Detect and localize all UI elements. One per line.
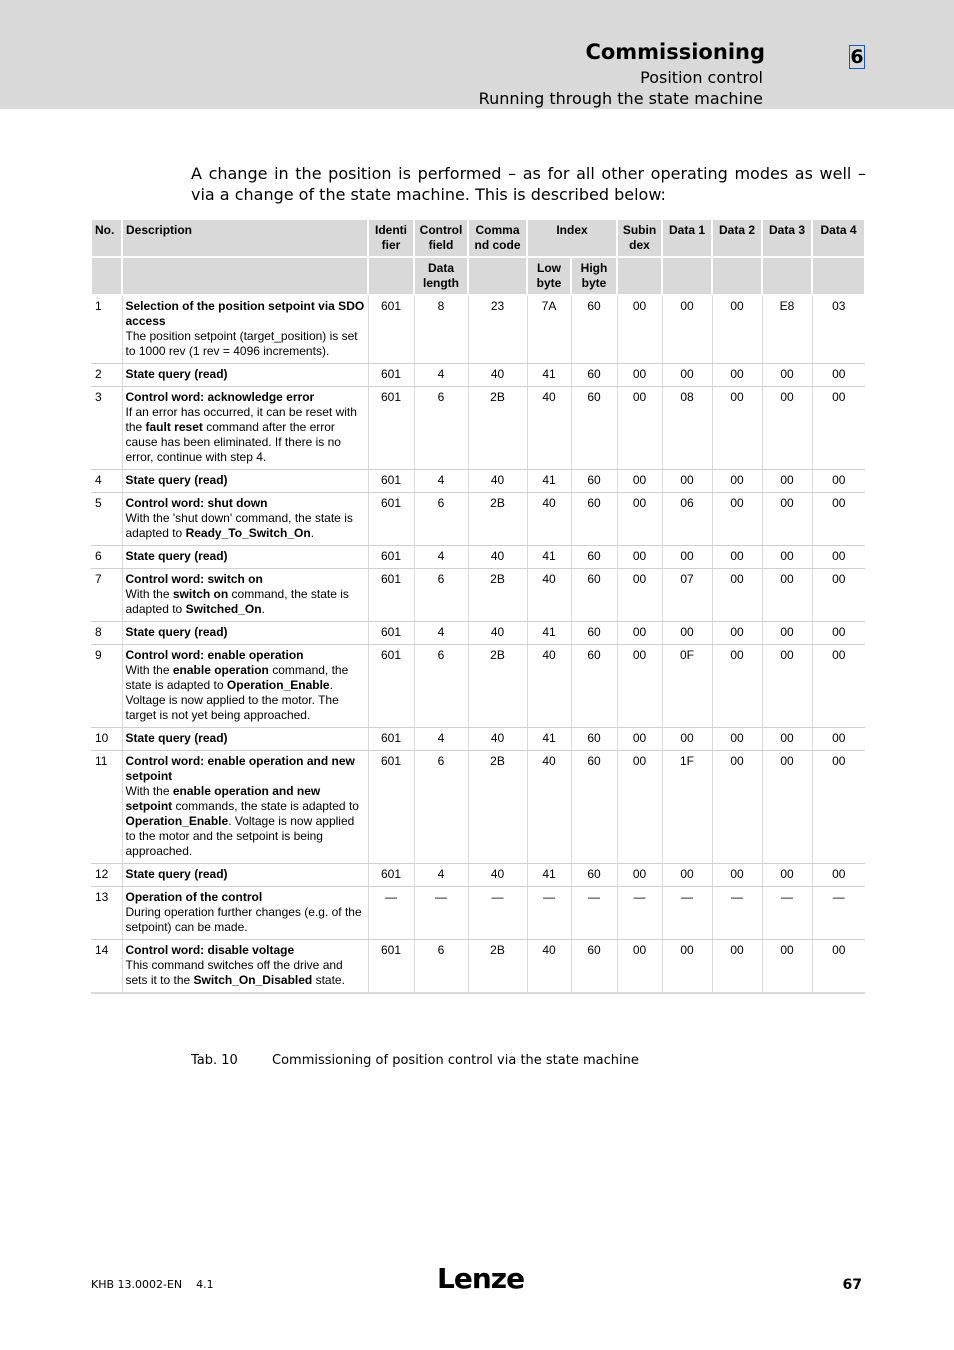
row-data1: — xyxy=(662,887,712,940)
row-description xyxy=(122,569,368,622)
row-detail xyxy=(126,405,365,465)
row-low-byte: 40 xyxy=(527,645,571,728)
row-detail-text: With the xyxy=(125,784,173,798)
row-detail xyxy=(126,905,365,935)
row-subindex: 00 xyxy=(617,569,662,622)
row-high-byte: 60 xyxy=(571,569,617,622)
row-description xyxy=(122,751,368,864)
row-data1: 00 xyxy=(662,864,712,887)
row-description xyxy=(122,887,368,940)
row-data4: 03 xyxy=(812,295,865,364)
row-data4: 00 xyxy=(812,728,865,751)
row-number: 6 xyxy=(91,546,122,569)
row-detail-text: During operation further changes (e.g. of the setpoint) can be made. xyxy=(125,905,362,934)
row-data-length: 4 xyxy=(414,546,468,569)
subsection-title: Running through the state machine xyxy=(478,89,763,108)
row-title: Control word: shut down xyxy=(125,496,268,510)
row-detail-text: Operation_Enable xyxy=(226,678,330,692)
row-data-length: 4 xyxy=(414,364,468,387)
row-high-byte: 60 xyxy=(571,728,617,751)
section-title: Position control xyxy=(640,68,763,87)
row-data1: 06 xyxy=(662,493,712,546)
table-row xyxy=(91,470,865,493)
row-detail-text: Switched_On xyxy=(185,602,262,616)
lenze-logo: Lenze xyxy=(437,1262,525,1295)
row-identifier: 601 xyxy=(368,546,414,569)
row-command-code: 2B xyxy=(468,387,527,470)
row-title: State query (read) xyxy=(125,867,228,881)
row-command-code: 40 xyxy=(468,864,527,887)
row-number: 12 xyxy=(91,864,122,887)
row-command-code: 2B xyxy=(468,645,527,728)
row-identifier: 601 xyxy=(368,940,414,994)
row-detail xyxy=(126,958,365,988)
page-header xyxy=(0,0,954,109)
row-low-byte: 41 xyxy=(527,864,571,887)
table-row xyxy=(91,364,865,387)
intro-paragraph: A change in the position is performed – as for all other operating modes as well – via a change of the state machine. This is described below: xyxy=(191,164,866,204)
row-data-length: 4 xyxy=(414,622,468,645)
row-low-byte: 41 xyxy=(527,470,571,493)
table-row xyxy=(91,569,865,622)
row-detail-text: Voltage is now applied to the motor. The target is not yet being approached. xyxy=(125,693,339,722)
row-data2: 00 xyxy=(712,470,762,493)
row-description xyxy=(122,622,368,645)
row-high-byte: 60 xyxy=(571,622,617,645)
col-data-length: Data length xyxy=(414,257,468,295)
row-subindex: 00 xyxy=(617,751,662,864)
document-id: KHB 13.0002-EN 4.1 xyxy=(91,1278,214,1291)
row-data2: 00 xyxy=(712,546,762,569)
row-data2: 00 xyxy=(712,751,762,864)
row-description xyxy=(122,364,368,387)
row-data-length: 6 xyxy=(414,569,468,622)
row-identifier: 601 xyxy=(368,387,414,470)
row-detail-text: . Voltage is now applied to the motor and the setpoint is being approached. xyxy=(125,814,355,858)
row-command-code: 23 xyxy=(468,295,527,364)
row-low-byte: 41 xyxy=(527,364,571,387)
row-subindex: 00 xyxy=(617,364,662,387)
row-title: Operation of the control xyxy=(125,890,263,904)
row-data2: 00 xyxy=(712,622,762,645)
row-data1: 07 xyxy=(662,569,712,622)
row-data-length: 8 xyxy=(414,295,468,364)
row-data4: 00 xyxy=(812,940,865,994)
row-low-byte: 40 xyxy=(527,940,571,994)
row-data4: 00 xyxy=(812,387,865,470)
row-data4: 00 xyxy=(812,622,865,645)
row-data-length: — xyxy=(414,887,468,940)
row-subindex: 00 xyxy=(617,728,662,751)
row-title: State query (read) xyxy=(125,731,228,745)
state-machine-table xyxy=(90,218,866,994)
row-identifier: 601 xyxy=(368,295,414,364)
row-number: 3 xyxy=(91,387,122,470)
row-title: Control word: enable operation and new setpoint xyxy=(125,754,355,783)
row-low-byte: 40 xyxy=(527,493,571,546)
row-data1: 00 xyxy=(662,622,712,645)
row-data1: 00 xyxy=(662,295,712,364)
row-data-length: 6 xyxy=(414,940,468,994)
chapter-title: Commissioning xyxy=(585,40,765,64)
row-data3: 00 xyxy=(762,728,812,751)
row-detail-text: command, the state is adapted to xyxy=(125,587,349,616)
table-row xyxy=(91,546,865,569)
col-identifier: Identi fier xyxy=(368,219,414,257)
row-command-code: 40 xyxy=(468,622,527,645)
row-detail-text: With the 'shut down' command, the state is adapted to xyxy=(125,511,353,540)
row-low-byte: 7A xyxy=(527,295,571,364)
row-title: Control word: disable voltage xyxy=(125,943,295,957)
col-low-byte: Low byte xyxy=(527,257,571,295)
row-subindex: 00 xyxy=(617,470,662,493)
col-description: Description xyxy=(122,219,368,257)
row-high-byte: 60 xyxy=(571,470,617,493)
row-data4: — xyxy=(812,887,865,940)
table-row xyxy=(91,493,865,546)
row-data-length: 4 xyxy=(414,470,468,493)
row-data-length: 4 xyxy=(414,864,468,887)
row-data1: 00 xyxy=(662,546,712,569)
table-row xyxy=(91,645,865,728)
row-description xyxy=(122,940,368,994)
row-detail-text: The position setpoint (target_position) is set to 1000 rev (1 rev = 4096 increments). xyxy=(125,329,358,358)
row-description xyxy=(122,645,368,728)
row-description xyxy=(122,493,368,546)
row-low-byte: — xyxy=(527,887,571,940)
row-data4: 00 xyxy=(812,493,865,546)
row-low-byte: 41 xyxy=(527,546,571,569)
row-data4: 00 xyxy=(812,546,865,569)
row-detail-text: command after the error cause has been eliminated. If there is no error, continue with step 4. xyxy=(125,420,341,464)
row-detail-text: fault reset xyxy=(145,420,203,434)
row-subindex: 00 xyxy=(617,546,662,569)
table-row xyxy=(91,864,865,887)
row-data2: 00 xyxy=(712,387,762,470)
row-detail-text: . xyxy=(329,678,333,692)
row-data3: 00 xyxy=(762,546,812,569)
row-high-byte: 60 xyxy=(571,546,617,569)
row-command-code: 40 xyxy=(468,728,527,751)
col-no: No. xyxy=(91,219,122,257)
row-high-byte: 60 xyxy=(571,751,617,864)
table-header-row xyxy=(91,219,865,257)
row-description xyxy=(122,470,368,493)
row-data1: 00 xyxy=(662,364,712,387)
row-number: 13 xyxy=(91,887,122,940)
table-row xyxy=(91,728,865,751)
row-number: 11 xyxy=(91,751,122,864)
row-identifier: 601 xyxy=(368,751,414,864)
row-detail-text: Operation_Enable xyxy=(125,814,229,828)
row-data1: 00 xyxy=(662,940,712,994)
row-identifier: 601 xyxy=(368,645,414,728)
row-detail-text: command, the state is adapted to xyxy=(125,663,349,692)
row-high-byte: 60 xyxy=(571,493,617,546)
table-row xyxy=(91,622,865,645)
row-number: 10 xyxy=(91,728,122,751)
table-caption: Commissioning of position control via the state machine xyxy=(272,1053,639,1068)
row-high-byte: 60 xyxy=(571,364,617,387)
row-description xyxy=(122,728,368,751)
row-detail xyxy=(126,587,365,617)
row-detail-text: Switch_On_Disabled xyxy=(193,973,313,987)
row-data4: 00 xyxy=(812,569,865,622)
row-subindex: 00 xyxy=(617,645,662,728)
table-caption-label: Tab. 10 xyxy=(191,1053,238,1068)
row-data3: — xyxy=(762,887,812,940)
row-data3: 00 xyxy=(762,864,812,887)
row-data2: 00 xyxy=(712,295,762,364)
row-detail-text: This command switches off the drive and sets it to the xyxy=(125,958,343,987)
col-high-byte: High byte xyxy=(571,257,617,295)
row-identifier: 601 xyxy=(368,728,414,751)
table-row xyxy=(91,940,865,994)
row-subindex: — xyxy=(617,887,662,940)
page-number: 67 xyxy=(842,1277,862,1293)
row-title: Control word: enable operation xyxy=(125,648,304,662)
row-data3: 00 xyxy=(762,569,812,622)
col-subindex: Subin dex xyxy=(617,219,662,257)
row-data4: 00 xyxy=(812,751,865,864)
row-data-length: 6 xyxy=(414,751,468,864)
row-number: 4 xyxy=(91,470,122,493)
row-data-length: 6 xyxy=(414,493,468,546)
row-high-byte: 60 xyxy=(571,940,617,994)
row-data2: — xyxy=(712,887,762,940)
col-data3: Data 3 xyxy=(762,219,812,257)
row-data3: E8 xyxy=(762,295,812,364)
row-high-byte: 60 xyxy=(571,864,617,887)
row-detail-text: With the xyxy=(125,663,173,677)
row-detail-text: commands, the state is adapted to xyxy=(172,799,359,813)
row-title: Control word: switch on xyxy=(125,572,263,586)
row-data4: 00 xyxy=(812,864,865,887)
row-number: 7 xyxy=(91,569,122,622)
row-number: 8 xyxy=(91,622,122,645)
table-row xyxy=(91,387,865,470)
row-identifier: 601 xyxy=(368,470,414,493)
row-data4: 00 xyxy=(812,470,865,493)
row-title: Selection of the position setpoint via SDO access xyxy=(125,299,365,328)
row-high-byte: 60 xyxy=(571,387,617,470)
row-identifier: 601 xyxy=(368,622,414,645)
col-index: Index xyxy=(527,219,617,257)
row-low-byte: 41 xyxy=(527,622,571,645)
row-detail xyxy=(126,784,365,859)
row-detail-text: enable operation xyxy=(172,663,269,677)
row-description xyxy=(122,387,368,470)
row-title: State query (read) xyxy=(125,473,228,487)
row-high-byte: 60 xyxy=(571,295,617,364)
row-detail-text: switch on xyxy=(172,587,229,601)
row-detail-text: . xyxy=(310,526,315,540)
row-high-byte: 60 xyxy=(571,645,617,728)
row-command-code: 40 xyxy=(468,470,527,493)
row-identifier: 601 xyxy=(368,493,414,546)
row-data3: 00 xyxy=(762,940,812,994)
row-identifier: 601 xyxy=(368,364,414,387)
row-data1: 08 xyxy=(662,387,712,470)
row-detail xyxy=(126,511,365,541)
row-command-code: 40 xyxy=(468,546,527,569)
row-detail-text: state. xyxy=(312,973,345,987)
row-command-code: — xyxy=(468,887,527,940)
row-data1: 0F xyxy=(662,645,712,728)
row-data3: 00 xyxy=(762,645,812,728)
row-high-byte: — xyxy=(571,887,617,940)
row-title: Control word: acknowledge error xyxy=(125,390,315,404)
row-data-length: 6 xyxy=(414,387,468,470)
row-description xyxy=(122,864,368,887)
row-detail-text: . xyxy=(261,602,265,616)
row-identifier: 601 xyxy=(368,864,414,887)
row-data3: 00 xyxy=(762,387,812,470)
row-identifier: — xyxy=(368,887,414,940)
row-number: 2 xyxy=(91,364,122,387)
row-data4: 00 xyxy=(812,364,865,387)
row-identifier: 601 xyxy=(368,569,414,622)
row-low-byte: 40 xyxy=(527,751,571,864)
row-detail xyxy=(126,329,365,359)
row-low-byte: 41 xyxy=(527,728,571,751)
table-row xyxy=(91,751,865,864)
row-data-length: 4 xyxy=(414,728,468,751)
row-subindex: 00 xyxy=(617,864,662,887)
row-data2: 00 xyxy=(712,864,762,887)
table-row xyxy=(91,887,865,940)
col-control-field: Control field xyxy=(414,219,468,257)
row-data2: 00 xyxy=(712,569,762,622)
row-number: 14 xyxy=(91,940,122,994)
row-detail-text: With the xyxy=(125,587,173,601)
row-data1: 00 xyxy=(662,470,712,493)
row-command-code: 2B xyxy=(468,940,527,994)
row-data-length: 6 xyxy=(414,645,468,728)
row-data2: 00 xyxy=(712,493,762,546)
row-detail xyxy=(126,663,365,723)
row-data1: 1F xyxy=(662,751,712,864)
row-data4: 00 xyxy=(812,645,865,728)
row-subindex: 00 xyxy=(617,622,662,645)
row-title: State query (read) xyxy=(125,549,228,563)
row-description xyxy=(122,295,368,364)
chapter-number: 6 xyxy=(850,46,864,68)
row-subindex: 00 xyxy=(617,387,662,470)
row-data2: 00 xyxy=(712,940,762,994)
row-detail-text: If an error has occurred, it can be reset with the xyxy=(125,405,357,434)
row-data2: 00 xyxy=(712,364,762,387)
row-data2: 00 xyxy=(712,645,762,728)
row-data3: 00 xyxy=(762,470,812,493)
col-data2: Data 2 xyxy=(712,219,762,257)
col-data1: Data 1 xyxy=(662,219,712,257)
row-subindex: 00 xyxy=(617,295,662,364)
row-data3: 00 xyxy=(762,364,812,387)
row-data3: 00 xyxy=(762,751,812,864)
row-command-code: 2B xyxy=(468,569,527,622)
table-row xyxy=(91,295,865,364)
row-number: 1 xyxy=(91,295,122,364)
row-description xyxy=(122,546,368,569)
row-number: 9 xyxy=(91,645,122,728)
row-data3: 00 xyxy=(762,493,812,546)
row-data3: 00 xyxy=(762,622,812,645)
col-data4: Data 4 xyxy=(812,219,865,257)
row-title: State query (read) xyxy=(125,367,228,381)
row-low-byte: 40 xyxy=(527,387,571,470)
row-detail-text: Ready_To_Switch_On xyxy=(185,526,311,540)
row-data1: 00 xyxy=(662,728,712,751)
row-command-code: 2B xyxy=(468,751,527,864)
table-subheader-row xyxy=(91,257,865,295)
row-data2: 00 xyxy=(712,728,762,751)
row-number: 5 xyxy=(91,493,122,546)
row-command-code: 2B xyxy=(468,493,527,546)
row-subindex: 00 xyxy=(617,940,662,994)
row-subindex: 00 xyxy=(617,493,662,546)
row-low-byte: 40 xyxy=(527,569,571,622)
row-detail-text: enable operation and new setpoint xyxy=(125,784,321,813)
row-command-code: 40 xyxy=(468,364,527,387)
row-title: State query (read) xyxy=(125,625,228,639)
col-command-code: Comma nd code xyxy=(468,219,527,257)
